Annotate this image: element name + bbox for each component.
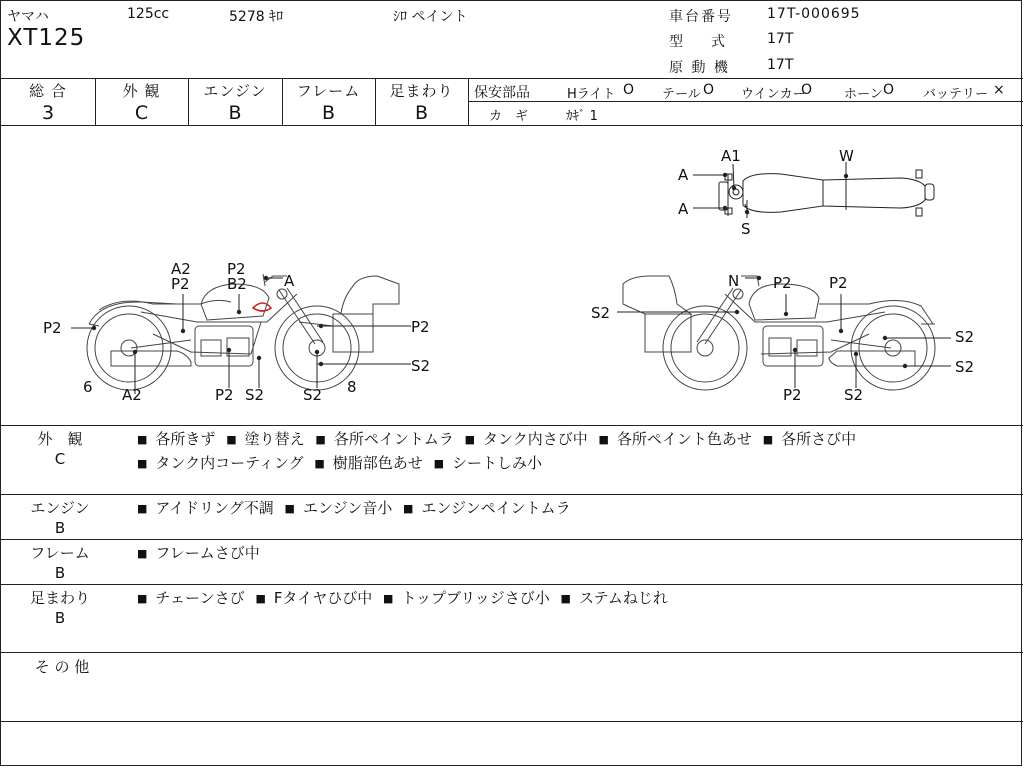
section-grade: C xyxy=(54,450,66,468)
type-label: 型 式 xyxy=(669,34,725,50)
chassis-label: 車台番号 xyxy=(669,9,733,25)
right-label-s2: S2 xyxy=(844,386,864,404)
right-label-n: N xyxy=(728,272,740,290)
left-label-8: 8 xyxy=(347,378,357,396)
note-item: ■ タンク内さび中 xyxy=(464,430,588,448)
grade-suspension xyxy=(375,80,468,124)
grade-overall xyxy=(1,80,95,124)
section-grade: B xyxy=(54,609,66,627)
divider xyxy=(468,78,469,126)
note-item: ■ 各所さび中 xyxy=(762,430,857,448)
note-item: ■ Fタイヤひび中 xyxy=(255,589,373,607)
section-title: 足まわり xyxy=(29,589,90,607)
right-label-s2: S2 xyxy=(955,328,975,346)
engine-notes xyxy=(137,497,1017,521)
section-title: エンジン xyxy=(30,499,90,517)
divider xyxy=(1,494,1023,495)
left-label-a: A xyxy=(284,272,295,290)
right-side-diagram xyxy=(1,126,1024,426)
note-item: ■ ステムねじれ xyxy=(560,589,668,607)
safety-item-tail: テール xyxy=(662,87,701,102)
section-other xyxy=(1,656,123,677)
left-label-b2: B2 xyxy=(227,275,247,293)
divider xyxy=(1,721,1023,722)
headlight-mark: O xyxy=(623,82,635,98)
left-label-a2: A2 xyxy=(122,386,142,404)
top-label-a: A xyxy=(678,166,689,184)
top-label-s: S xyxy=(741,220,751,238)
left-label-p2: P2 xyxy=(215,386,234,404)
tail-mark: O xyxy=(703,82,715,98)
right-label-p2: P2 xyxy=(829,274,848,292)
note-item: ■ フレームさび中 xyxy=(137,544,260,562)
note-item: ■ 樹脂部色あせ xyxy=(314,454,423,472)
color: ｼﾛ ペイント xyxy=(393,9,468,25)
top-label-a1: A1 xyxy=(721,147,741,165)
grade-label: 外 観 xyxy=(122,82,161,100)
displacement: 125cc xyxy=(127,6,170,22)
left-label-s2: S2 xyxy=(303,386,323,404)
note-item: ■ 各所ペイントムラ xyxy=(315,430,454,448)
left-label-p2: P2 xyxy=(227,260,246,278)
grade-label: フレーム xyxy=(296,82,361,100)
safety-item-winker: ウインカー xyxy=(741,87,806,102)
chassis-value: 17T-000695 xyxy=(767,6,861,22)
section-grade: B xyxy=(54,519,66,537)
grade-value: 3 xyxy=(41,102,55,124)
key-value: ｶｷﾞ 1 xyxy=(566,109,598,124)
section-engine xyxy=(1,497,119,537)
grade-value: B xyxy=(414,102,429,124)
grade-exterior xyxy=(95,80,188,124)
note-item: ■ 各所きず xyxy=(137,430,216,448)
grade-label: 総 合 xyxy=(29,82,67,100)
divider xyxy=(1,539,1023,540)
divider xyxy=(1,584,1023,585)
note-item: ■ 塗り替え xyxy=(226,430,305,448)
right-label-s2: S2 xyxy=(955,358,975,376)
note-item: ■ シートしみ小 xyxy=(433,454,543,472)
engine-model-value: 17T xyxy=(767,57,794,73)
section-exterior xyxy=(1,428,119,468)
note-item: ■ トップブリッジさび小 xyxy=(382,589,550,607)
model-name: XT125 xyxy=(7,25,86,51)
frame-notes xyxy=(137,542,1017,566)
note-item: ■ タンク内コーティング xyxy=(137,454,304,472)
battery-mark: × xyxy=(993,82,1005,98)
winker-mark: O xyxy=(801,82,813,98)
safety-item-battery: バッテリー xyxy=(923,87,989,102)
divider xyxy=(1,652,1023,653)
suspension-notes xyxy=(137,587,1017,611)
type-value: 17T xyxy=(767,31,794,47)
section-title: フレーム xyxy=(30,544,90,562)
left-label-s2: S2 xyxy=(245,386,265,404)
safety-item-headlight: Hライト xyxy=(567,87,616,102)
safety-item-horn: ホーン xyxy=(844,87,883,102)
right-label-s2: S2 xyxy=(591,304,611,322)
section-frame xyxy=(1,542,119,582)
note-item: ■ 各所ペイント色あせ xyxy=(598,430,752,448)
horn-mark: O xyxy=(883,82,895,98)
left-label-a2: A2 xyxy=(171,260,191,278)
grade-value: B xyxy=(228,102,242,124)
divider xyxy=(1,78,1023,79)
safety-label: 保安部品 xyxy=(474,85,530,101)
right-label-p2: P2 xyxy=(783,386,802,404)
section-title: 外 観 xyxy=(37,430,83,448)
left-label-s2: S2 xyxy=(411,357,431,375)
mileage: 5278 ｷﾛ xyxy=(229,9,284,25)
note-item: ■ チェーンさび xyxy=(137,589,245,607)
right-label-p2: P2 xyxy=(773,274,792,292)
grade-frame xyxy=(282,80,375,124)
grade-label: エンジン xyxy=(203,82,267,100)
grade-value: B xyxy=(321,102,336,124)
top-label-w: W xyxy=(839,147,854,165)
note-item: ■ エンジンペイントムラ xyxy=(403,499,571,517)
section-suspension xyxy=(1,587,119,627)
left-label-6: 6 xyxy=(83,378,93,396)
left-label-p2: P2 xyxy=(43,319,62,337)
key-label: カ ギ xyxy=(489,109,529,124)
grade-engine xyxy=(188,80,282,124)
grade-label: 足まわり xyxy=(389,82,454,100)
note-item: ■ アイドリング不調 xyxy=(137,499,274,517)
engine-model-label: 原 動 機 xyxy=(669,60,730,76)
maker: ヤマハ xyxy=(7,9,49,25)
left-label-p2: P2 xyxy=(171,275,190,293)
exterior-notes xyxy=(137,428,1017,476)
left-label-p2: P2 xyxy=(411,318,430,336)
note-item: ■ エンジン音小 xyxy=(284,499,393,517)
grade-value: C xyxy=(134,102,149,124)
top-label-a: A xyxy=(678,200,689,218)
section-title: そ の 他 xyxy=(34,658,90,676)
section-grade: B xyxy=(54,564,66,582)
